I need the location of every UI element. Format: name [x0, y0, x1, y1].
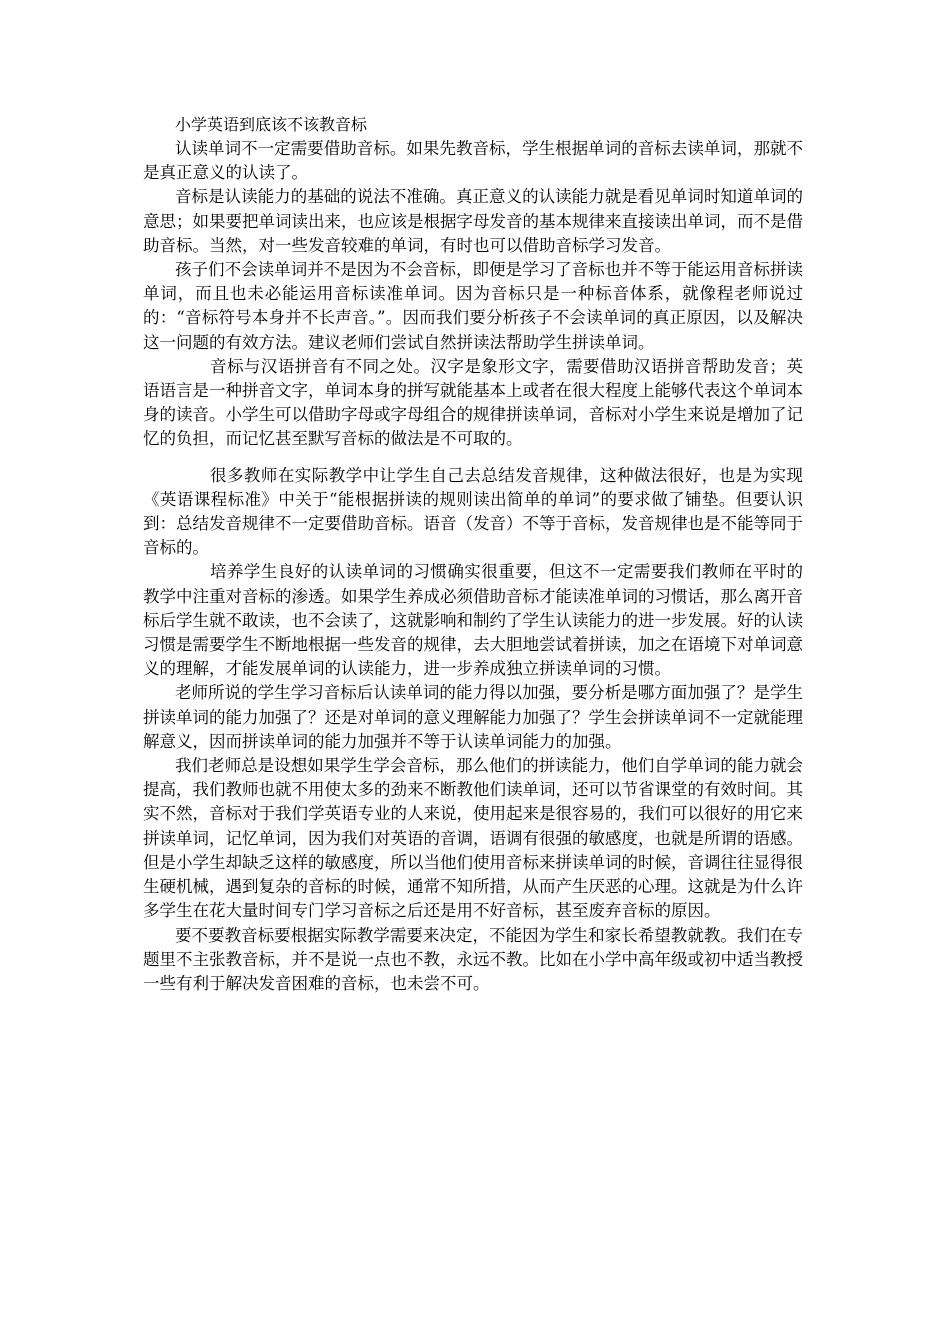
paragraph-2: 音标是认读能力的基础的说法不准确。真正意义的认读能力就是看见单词时知道单词的意思；如果要把单词读出来，也应该是根据字母发音的基本规律来直接读出单词，而不是借助音标。当然，对一些发音较难的单词，有时也可以借助音标学习发音。 — [143, 187, 803, 255]
paragraph-5: 很多教师在实际教学中让学生自己去总结发音规律，这种做法很好，也是为实现《英语课程标准》中关于“能根据拼读的规则读出简单的单词”的要求做了铺垫。但要认识到：总结发音规律不一定要借助音标。语音（发音）不等于音标，发音规律也是不能等同于音标的。 — [143, 465, 803, 558]
paragraph-1: 认读单词不一定需要借助音标。如果先教音标，学生根据单词的音标去读单词，那就不是真正意义的认读了。 — [143, 139, 803, 183]
document-title: 小学英语到底该不该教音标 — [175, 115, 368, 134]
document-body — [143, 113, 803, 996]
paragraph-8: 我们老师总是设想如果学生学会音标，那么他们的拼读能力，他们自学单词的能力就会提高，我们教师也就不用使太多的劲来不断教他们读单词，还可以节省课堂的有效时间。其实不然，音标对于我们学英语专业的人来说，使用起来是很容易的，我们可以很好的用它来拼读单词，记忆单词，因为我们对英语的音调，语调有很强的敏感度，也就是所谓的语感。但是小学生却缺乏这样的敏感度，所以当他们使用音标来拼读单词的时候，音调往往显得很生硬机械，遇到复杂的音标的时候，通常不知所措，从而产生厌恶的心理。这就是为什么许多学生在花大量时间专门学习音标之后还是用不好音标，甚至废弃音标的原因。 — [143, 756, 803, 921]
paragraph-3: 孩子们不会读单词并不是因为不会音标，即便是学习了音标也并不等于能运用音标拼读单词，而且也未必能运用音标读准单词。因为音标只是一种标音体系，就像程老师说过的：“音标符号本身并不长声音。”。因而我们要分析孩子不会读单词的真正原因，以及解决这一问题的有效方法。建议老师们尝试自然拼读法帮助学生拼读单词。 — [143, 260, 803, 352]
paragraph-9: 要不要教音标要根据实际教学需要来决定，不能因为学生和家长希望教就教。我们在专题里不主张教音标，并不是说一点也不教，永远不教。比如在小学中高年级或初中适当教授一些有利于解决发音困难的音标，也未尝不可。 — [143, 925, 803, 993]
paragraph-4: 音标与汉语拼音有不同之处。汉字是象形文字，需要借助汉语拼音帮助发音；英语语言是一种拼音文字，单词本身的拼写就能基本上或者在很大程度上能够代表这个单词本身的读音。小学生可以借助字母或字母组合的规律拼读单词，音标对小学生来说是增加了记忆的负担，而记忆甚至默写音标的做法是不可取的。 — [143, 356, 803, 449]
paragraph-7: 老师所说的学生学习音标后认读单词的能力得以加强，要分析是哪方面加强了？是学生拼读单词的能力加强了？还是对单词的意义理解能力加强了？学生会拼读单词不一定就能理解意义，因而拼读单词的能力加强并不等于认读单词能力的加强。 — [143, 683, 803, 751]
paragraph-6: 培养学生良好的认读单词的习惯确实很重要，但这不一定需要我们教师在平时的教学中注重对音标的渗透。如果学生养成必须借助音标才能读准单词的习惯话，那么离开音标后学生就不敢读，也不会读了，这就影响和制约了学生认读能力的进一步发展。好的认读习惯是需要学生不断地根据一些发音的规律，去大胆地尝试着拼读，加之在语境下对单词意义的理解，才能发展单词的认读能力，进一步养成独立拼读单词的习惯。 — [143, 562, 803, 679]
